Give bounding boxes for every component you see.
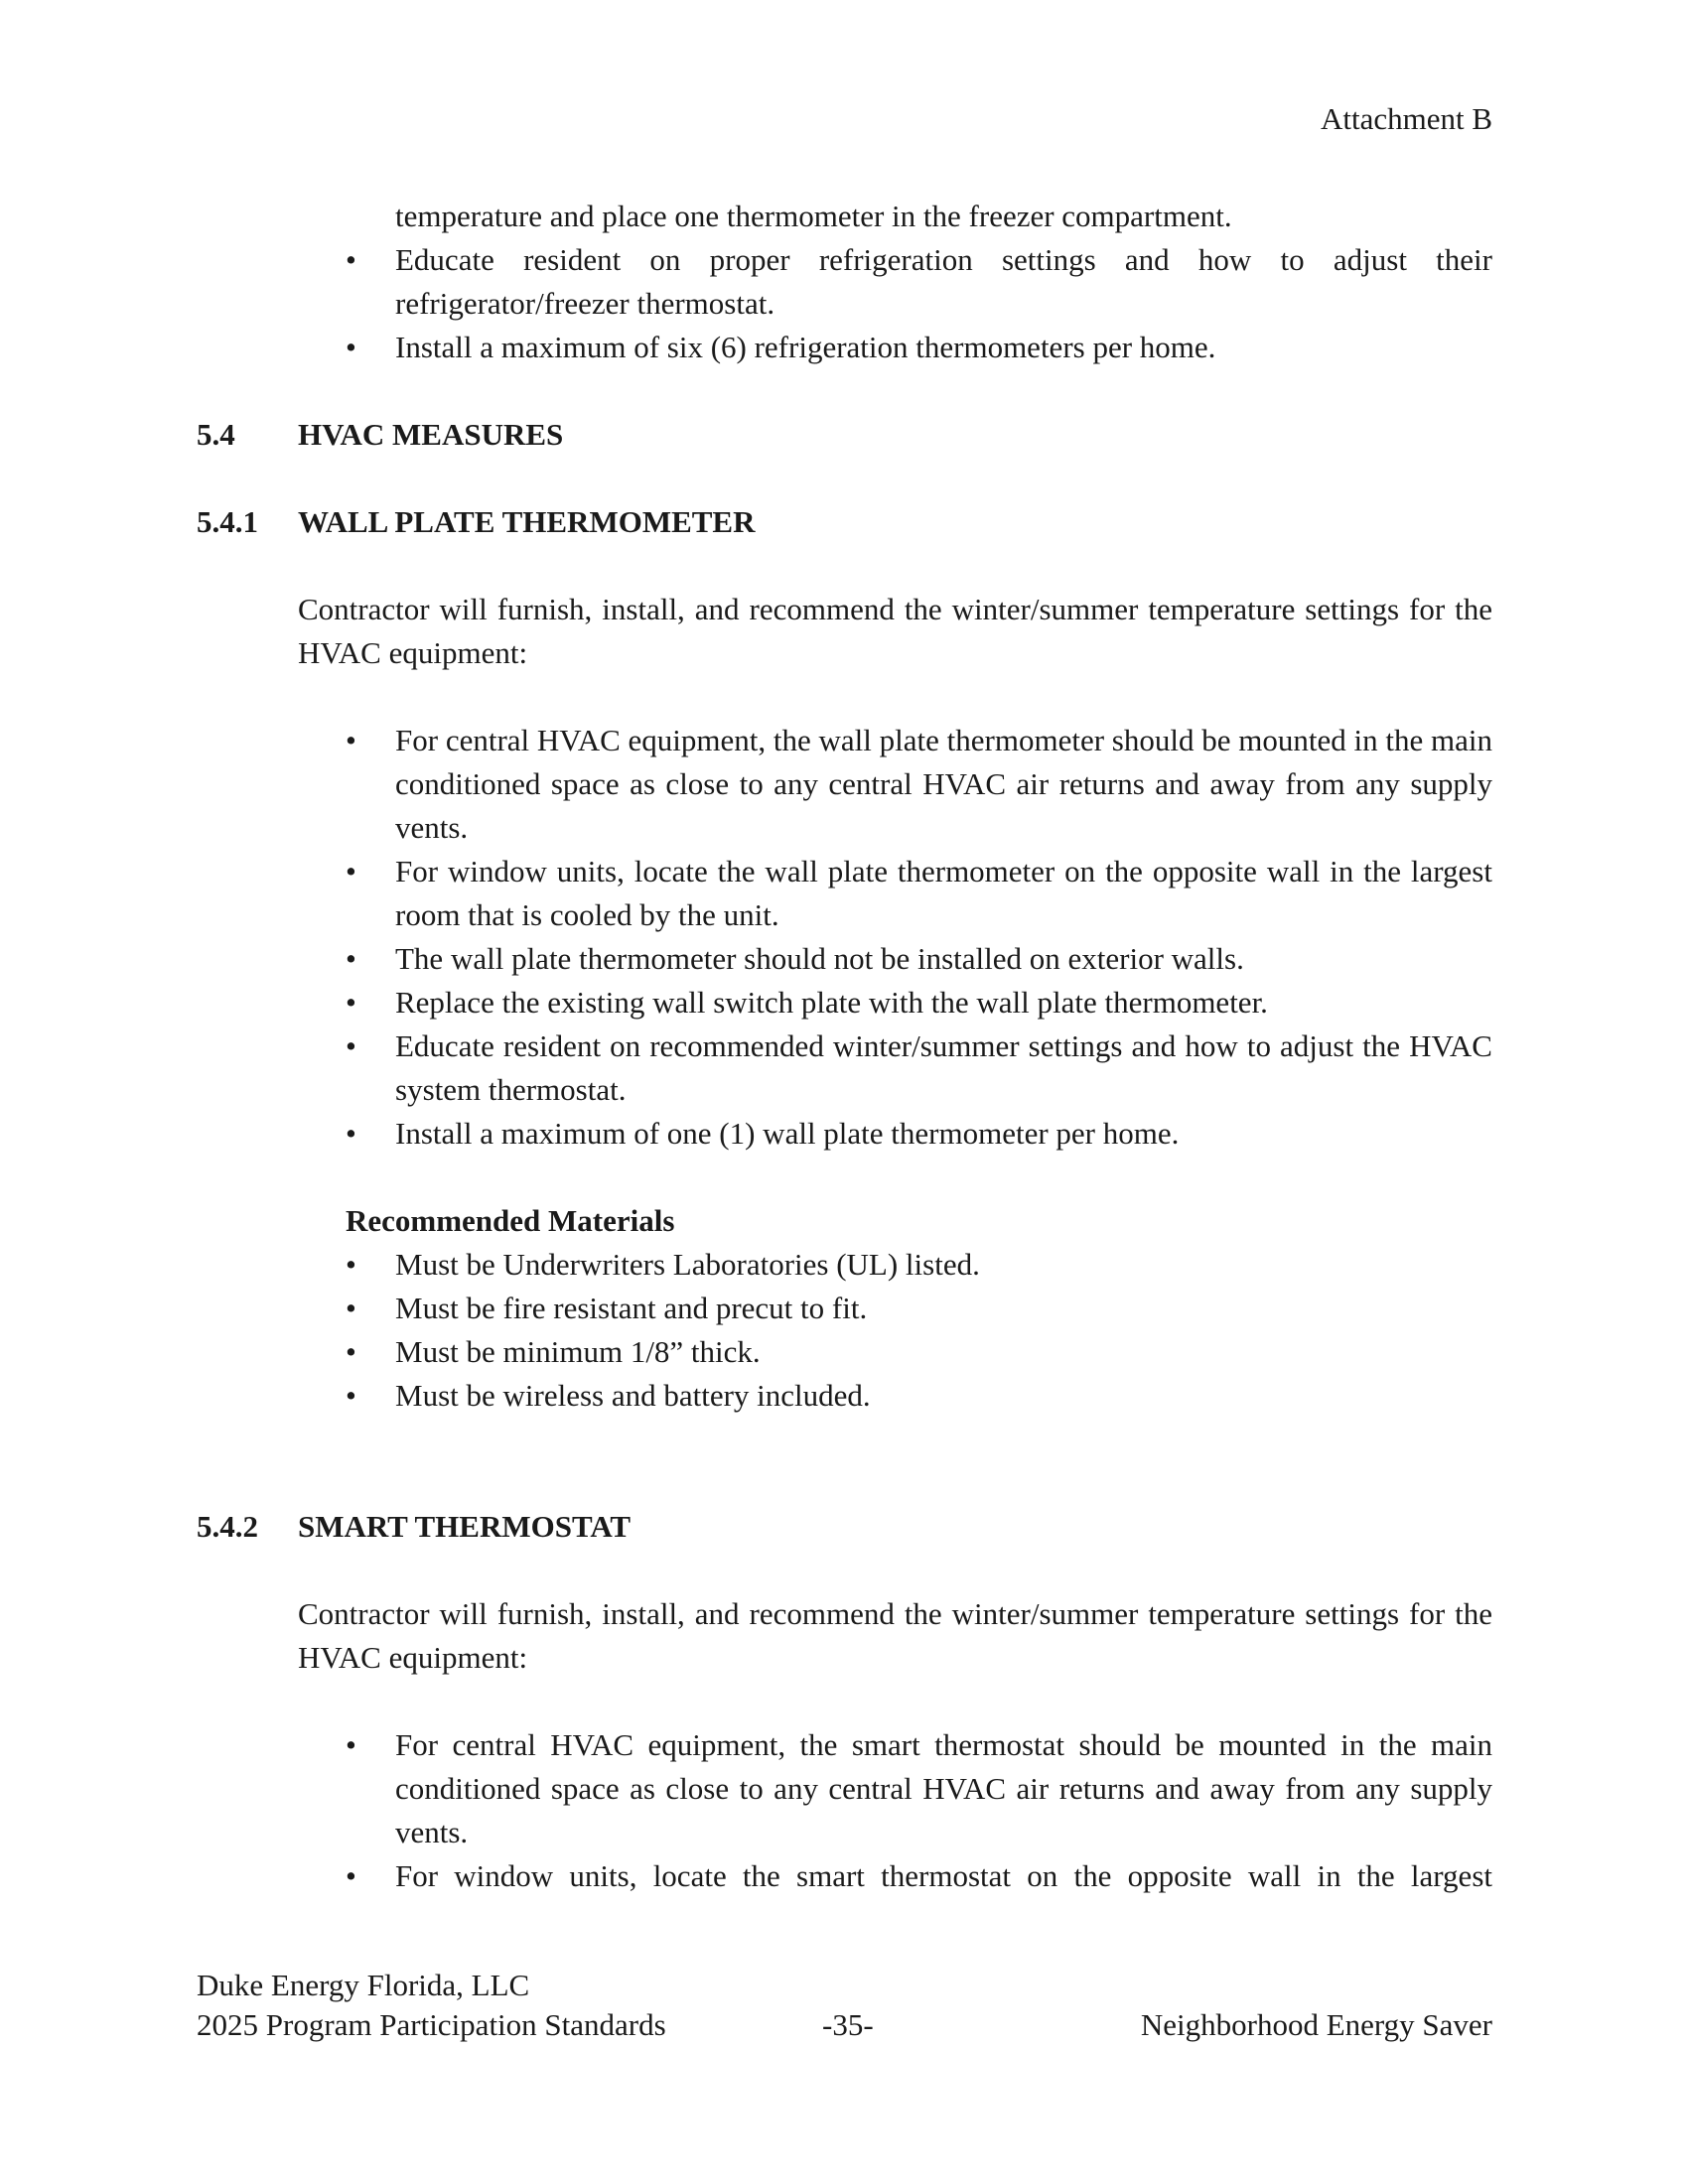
list-item xyxy=(197,1854,1492,1898)
materials-bullets xyxy=(197,1243,1492,1418)
section-title: WALL PLATE THERMOMETER xyxy=(298,504,756,539)
list-item-text: The wall plate thermometer should not be installed on exterior walls. xyxy=(395,941,1244,976)
list-item-text: Educate resident on proper refrigeration settings and how to adjust their refrigerator/freezer thermostat. xyxy=(395,242,1492,321)
list-item-text: For central HVAC equipment, the wall plate thermometer should be mounted in the main conditioned space as close to any central HVAC air returns and away from any supply vents. xyxy=(395,723,1492,845)
list-item xyxy=(197,719,1492,850)
list-item-text: Must be Underwriters Laboratories (UL) listed. xyxy=(395,1247,980,1282)
section-heading-5-4 xyxy=(197,413,1492,457)
list-item xyxy=(197,1243,1492,1287)
footer-standards: 2025 Program Participation Standards xyxy=(197,2007,666,2042)
list-item xyxy=(197,850,1492,937)
bullet-icon: • xyxy=(346,985,356,1020)
list-item xyxy=(197,1024,1492,1112)
bullet-icon: • xyxy=(346,941,356,976)
section-intro-5-4-1: Contractor will furnish, install, and recommend the winter/summer temperature settings for the HVAC equipment: xyxy=(298,592,1492,670)
list-item xyxy=(197,1112,1492,1156)
bullet-icon: • xyxy=(346,1334,356,1369)
continuation-text: temperature and place one thermometer in the freezer compartment. xyxy=(395,199,1232,233)
list-item xyxy=(197,1723,1492,1854)
wall-plate-bullets xyxy=(197,719,1492,1156)
list-item-text: Must be fire resistant and precut to fit. xyxy=(395,1291,868,1325)
section-number: 5.4 xyxy=(197,417,235,452)
bullet-icon: • xyxy=(346,1028,356,1063)
refrigeration-bullets xyxy=(197,238,1492,369)
smart-thermostat-bullets xyxy=(197,1723,1492,1898)
list-item-text: For window units, locate the smart thermostat on the opposite wall in the largest xyxy=(395,1858,1492,1893)
bullet-icon: • xyxy=(346,1116,356,1151)
footer-company: Duke Energy Florida, LLC xyxy=(197,1968,530,2002)
section-title: HVAC MEASURES xyxy=(298,417,564,452)
list-item xyxy=(197,1287,1492,1330)
list-item-text: For window units, locate the wall plate thermometer on the opposite wall in the largest room that is cooled by the unit. xyxy=(395,854,1492,932)
bullet-icon: • xyxy=(346,242,356,277)
list-item xyxy=(197,1374,1492,1418)
list-item-text: For central HVAC equipment, the smart thermostat should be mounted in the main conditioned space as close to any central HVAC air returns and away from any supply vents. xyxy=(395,1727,1492,1849)
page-footer xyxy=(197,1966,1492,2045)
list-item xyxy=(197,937,1492,981)
list-item xyxy=(197,326,1492,369)
section-number: 5.4.2 xyxy=(197,1509,258,1544)
list-item-text: Install a maximum of six (6) refrigeration thermometers per home. xyxy=(395,330,1216,364)
page-content xyxy=(197,195,1492,1898)
bullet-icon: • xyxy=(346,723,356,757)
list-item-text: Educate resident on recommended winter/summer settings and how to adjust the HVAC system thermostat. xyxy=(395,1028,1492,1107)
section-title: SMART THERMOSTAT xyxy=(298,1509,632,1544)
list-item xyxy=(197,1330,1492,1374)
bullet-icon: • xyxy=(346,1727,356,1762)
section-number: 5.4.1 xyxy=(197,504,258,539)
footer-program: Neighborhood Energy Saver xyxy=(1140,2007,1492,2042)
section-heading-5-4-2 xyxy=(197,1505,1492,1549)
list-item-text: Install a maximum of one (1) wall plate thermometer per home. xyxy=(395,1116,1180,1151)
page-number: -35- xyxy=(822,2007,874,2042)
bullet-icon: • xyxy=(346,854,356,888)
list-item xyxy=(197,238,1492,326)
list-item-text: Must be wireless and battery included. xyxy=(395,1378,871,1413)
attachment-label: Attachment B xyxy=(1320,101,1492,136)
section-intro-5-4-2: Contractor will furnish, install, and recommend the winter/summer temperature settings for the HVAC equipment: xyxy=(298,1596,1492,1675)
bullet-icon: • xyxy=(346,1378,356,1413)
list-item xyxy=(197,981,1492,1024)
materials-heading: Recommended Materials xyxy=(346,1203,675,1238)
bullet-icon: • xyxy=(346,1247,356,1282)
section-heading-5-4-1 xyxy=(197,500,1492,544)
footer-row xyxy=(197,2005,1492,2045)
list-item-text: Replace the existing wall switch plate with the wall plate thermometer. xyxy=(395,985,1268,1020)
list-item-text: Must be minimum 1/8” thick. xyxy=(395,1334,761,1369)
bullet-icon: • xyxy=(346,330,356,364)
bullet-icon: • xyxy=(346,1858,356,1893)
bullet-icon: • xyxy=(346,1291,356,1325)
